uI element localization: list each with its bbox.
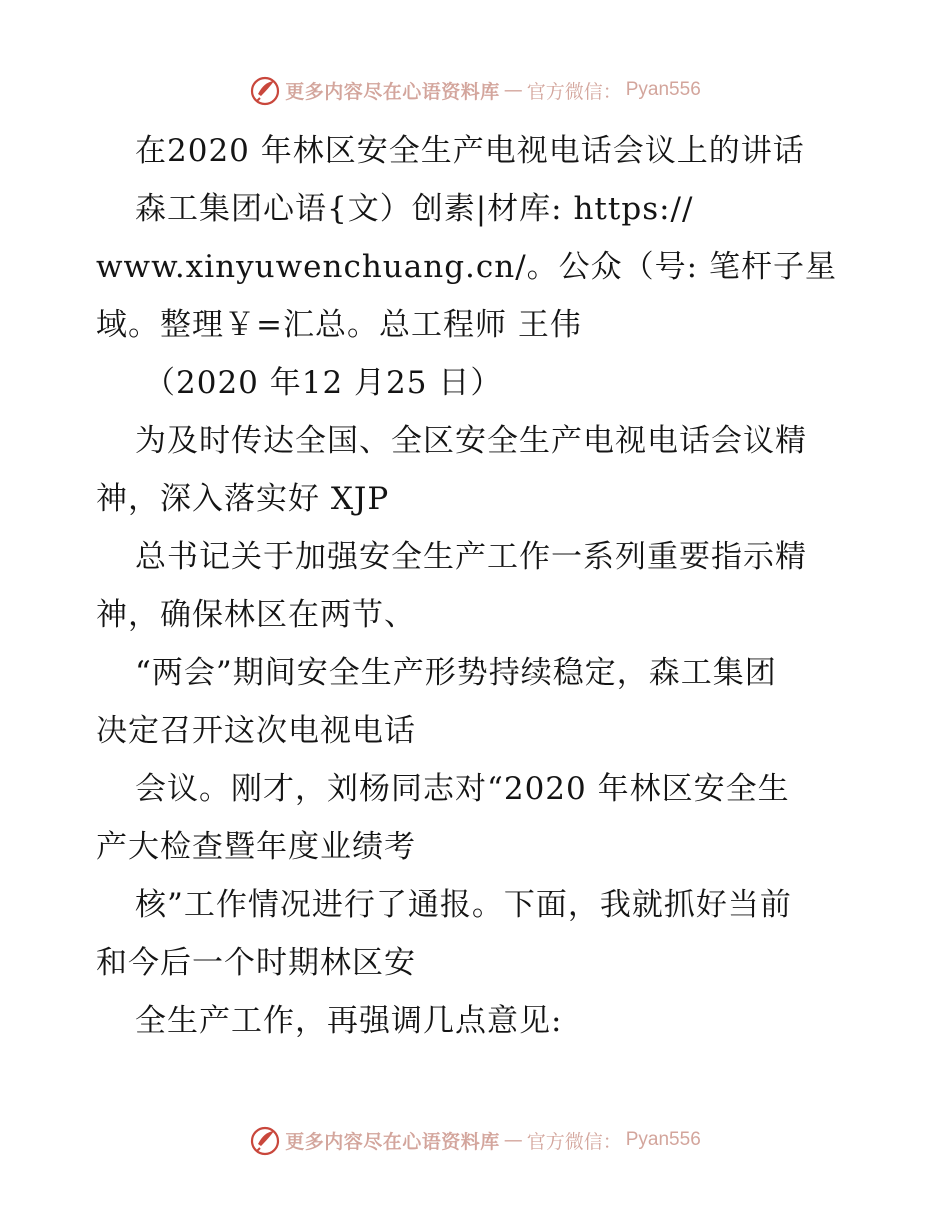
logo-icon [249,1124,281,1156]
header-watermark-banner [0,70,950,110]
banner-official-label: 官方微信： [526,80,622,103]
text-line: 决定召开这次电视电话 [96,713,416,749]
text-line: 和今后一个时期林区安 [96,945,416,981]
text-line: 域。整理￥=汇总。总工程师 王伟 [96,307,582,343]
banner-separator: — [503,1129,523,1151]
text-line: 为及时传达全国、全区安全生产电视电话会议精 [135,423,807,459]
text-line: 总书记关于加强安全生产工作一系列重要指示精 [135,539,807,575]
text-line: www.xinyuwenchuang.cn/。公众（号: 笔杆子星 [96,249,837,285]
text-line: 核”工作情况进行了通报。下面，我就抓好当前 [135,887,792,923]
text-line: 森工集团心语{文）创素|材库: https:// [135,191,694,227]
banner-wechat-id: Pyan556 [625,1129,701,1150]
text-line: “两会”期间安全生产形势持续稳定，森工集团 [135,655,777,691]
logo-icon [249,74,281,106]
text-line: 神，深入落实好 XJP [96,481,390,517]
banner-slogan: 更多内容尽在心语资料库 [285,1130,500,1153]
banner-wechat-id: Pyan556 [625,79,701,100]
text-line: 神，确保林区在两节、 [96,597,416,633]
banner-slogan: 更多内容尽在心语资料库 [285,80,500,103]
text-line: 会议。刚才，刘杨同志对“2020 年林区安全生 [135,771,790,807]
document-body [96,122,856,1050]
banner-separator: — [503,79,523,101]
banner-official-label: 官方微信： [526,1130,622,1153]
date-line: （2020 年12 月25 日） [144,365,503,401]
text-line: 全生产工作，再强调几点意见: [135,1003,563,1039]
footer-watermark-banner [0,1120,950,1160]
document-title: 在2020 年林区安全生产电视电话会议上的讲话 [135,133,805,169]
text-line: 产大检查暨年度业绩考 [96,829,416,865]
